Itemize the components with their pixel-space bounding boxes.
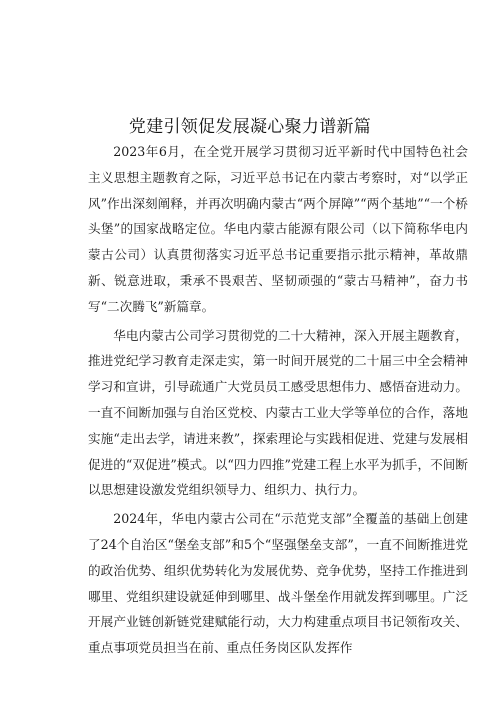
document-title: 党建引领促发展凝心聚力谱新篇 bbox=[128, 117, 372, 137]
paragraph-1: 2023年6月，在全党开展学习贯彻习近平新时代中国特色社会主义思想主题教育之际，习近平总书记在内蒙古考察时，对“以学正风”作出深刻阐释，并再次明确内蒙古“两个屏障”“两个基地”“一个桥头堡”的国家战略定位。华电内蒙古能源有限公司（以下简称华电内蒙古公司）认真贯彻落实习近平总书记重要指示批示精神，革故鼎新、锐意进取，秉承不畏艰苦、坚韧顽强的“蒙古马精神”，奋力书写“二次腾飞”新篇章。 bbox=[88, 144, 468, 314]
document-body bbox=[88, 139, 468, 664]
paragraph-3: 2024年，华电内蒙古公司在“示范党支部”全覆盖的基础上创建了24个自治区“堡垒支部”和5个“坚强堡垒支部”，一直不间断推进党的政治优势、组织优势转化为发展优势、竞争优势，坚持工作推进到哪里、党组织建设就延伸到哪里、战斗堡垒作用就发挥到哪里。广泛开展产业链创新链党建赋能行动，大力构建重点项目书记领衔攻关、重点事项党员担当在前、重点任务岗区队发挥作 bbox=[88, 511, 468, 656]
paragraph-2: 华电内蒙古公司学习贯彻党的二十大精神，深入开展主题教育，推进党纪学习教育走深走实，第一时间开展党的二十届三中全会精神学习和宣讲，引导疏通广大党员员工感受思想伟力、感悟奋进动力。一直不间断加强与自治区党校、内蒙古工业大学等单位的合作，落地实施“走出去学，请进来教”，探索理论与实践相促进、党建与发展相促进的“双促进”模式。以“四力四推”党建工程上水平为抓手，不间断以思想建设激发党组织领导力、组织力、执行力。 bbox=[88, 327, 468, 498]
